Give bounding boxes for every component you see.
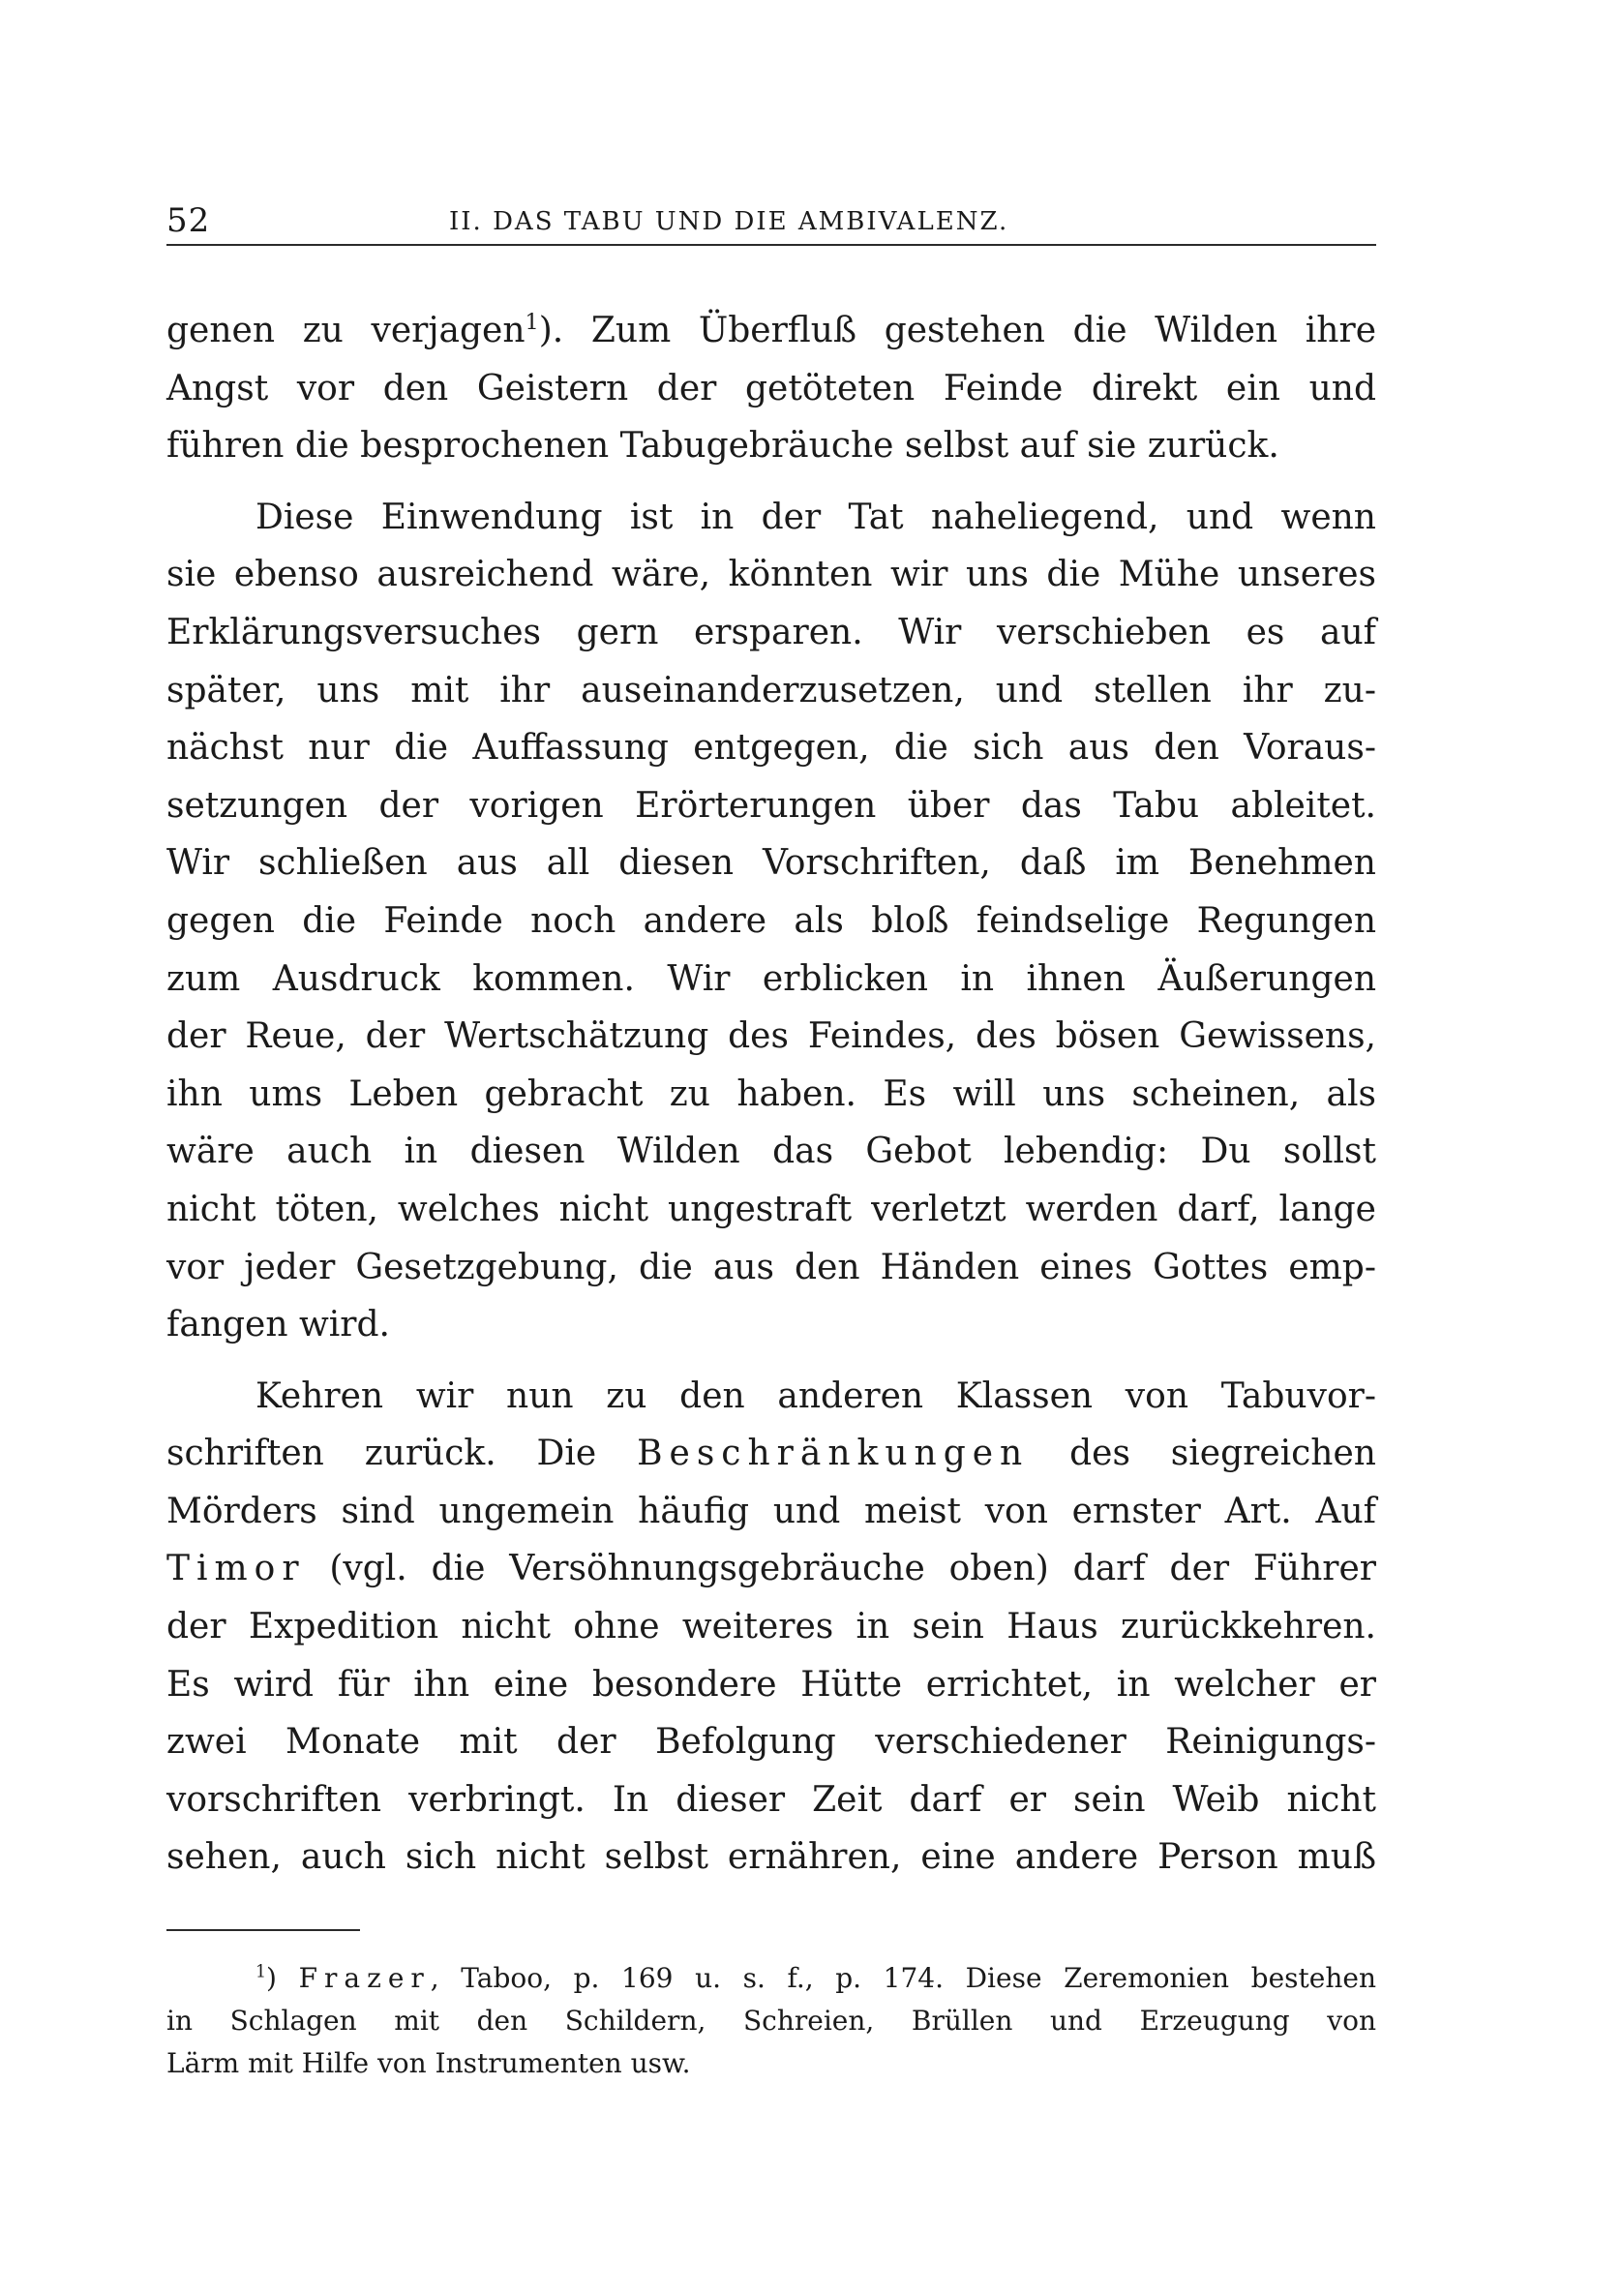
footnote-reference[interactable]: 1 [525, 310, 539, 335]
body-text [166, 302, 1376, 1887]
text-line: später, uns mit ihr auseinanderzusetzen, und stellen ihr zu- [166, 670, 1376, 710]
text-line: führen die besprochenen Tabugebräuche selbst auf sie zurück. [166, 426, 1279, 467]
text-line: Es wird für ihn eine besondere Hütte errichtet, in welcher er [166, 1664, 1376, 1705]
page-number: 52 [166, 201, 211, 240]
text-line: Wir schließen aus all diesen Vorschriften, daß im Benehmen [166, 843, 1376, 884]
footnote-divider [166, 1929, 360, 1931]
text-line: vor jeder Gesetzgebung, die aus den Händen eines Gottes emp- [166, 1247, 1376, 1287]
footnote [166, 1957, 1376, 2085]
text-line: Diese Einwendung ist in der Tat naheliegend, und wenn [255, 497, 1376, 537]
text-line: zum Ausdruck kommen. Wir erblicken in ihnen Äußerungen [166, 958, 1376, 999]
text-line: Kehren wir nun zu den anderen Klassen von Tabuvor- [255, 1375, 1376, 1416]
footnote-line: $^1$) Frazer, Taboo, p. 169 u. s. f., p. 174. Diese Zeremonien bestehen [255, 1962, 1377, 1994]
text-line: wäre auch in diesen Wilden das Gebot lebendig: Du sollst [166, 1132, 1376, 1172]
running-head [166, 194, 1376, 246]
text-line: Angst vor den Geistern der getöteten Feinde direkt ein und [166, 368, 1376, 408]
emphasized-term: Beschränkungen [637, 1434, 1030, 1474]
text-line: der Expedition nicht ohne weiteres in sein Haus zurückkehren. [166, 1607, 1376, 1647]
text-line: sie ebenso ausreichend wäre, könnten wir uns die Mühe unseres [166, 555, 1376, 595]
chapter-title: II. DAS TABU UND DIE AMBIVALENZ. [449, 207, 1009, 236]
text-line: der Reue, der Wertschätzung des Feindes, des bösen Gewissens, [166, 1016, 1376, 1057]
text-line: sehen, auch sich nicht selbst ernähren, eine andere Person muß [166, 1837, 1376, 1878]
emphasized-place: Timor [166, 1549, 306, 1589]
text-line: nicht töten, welches nicht ungestraft verletzt werden darf, lange [166, 1189, 1376, 1229]
text-line: Mörders sind ungemein häufig und meist von ernster Art. Auf [166, 1491, 1376, 1531]
footnote-line: in Schlagen mit den Schildern, Schreien, Brüllen und Erzeugung von [166, 2005, 1376, 2037]
text-line: genen zu verjagen$^1$). Zum Überfluß gestehen die Wilden ihre [166, 310, 1376, 350]
text-line: Erklärungsversuches gern ersparen. Wir verschieben es auf [166, 612, 1376, 652]
text-line: fangen wird. [166, 1305, 390, 1345]
text-line: zwei Monate mit der Befolgung verschiedener Reinigungs- [166, 1722, 1376, 1763]
text-line: ihn ums Leben gebracht zu haben. Es will uns scheinen, als [166, 1073, 1376, 1114]
text-line: setzungen der vorigen Erörterungen über das Tabu ableitet. [166, 785, 1376, 826]
text-line: schriften zurück. Die Beschränkungen des siegreichen [166, 1434, 1376, 1474]
text-line: vorschriften verbringt. In dieser Zeit darf er sein Weib nicht [166, 1779, 1376, 1820]
text-line: Timor (vgl. die Versöhnungsgebräuche oben) darf der Führer [166, 1549, 1376, 1589]
footnote-author: Frazer [298, 1962, 431, 1994]
text-line: nächst nur die Auffassung entgegen, die sich aus den Voraus- [166, 728, 1376, 769]
footnote-line: Lärm mit Hilfe von Instrumenten usw. [166, 2047, 691, 2079]
footnote-marker: 1 [255, 1962, 267, 1982]
text-line: gegen die Feinde noch andere als bloß feindselige Regungen [166, 900, 1376, 941]
